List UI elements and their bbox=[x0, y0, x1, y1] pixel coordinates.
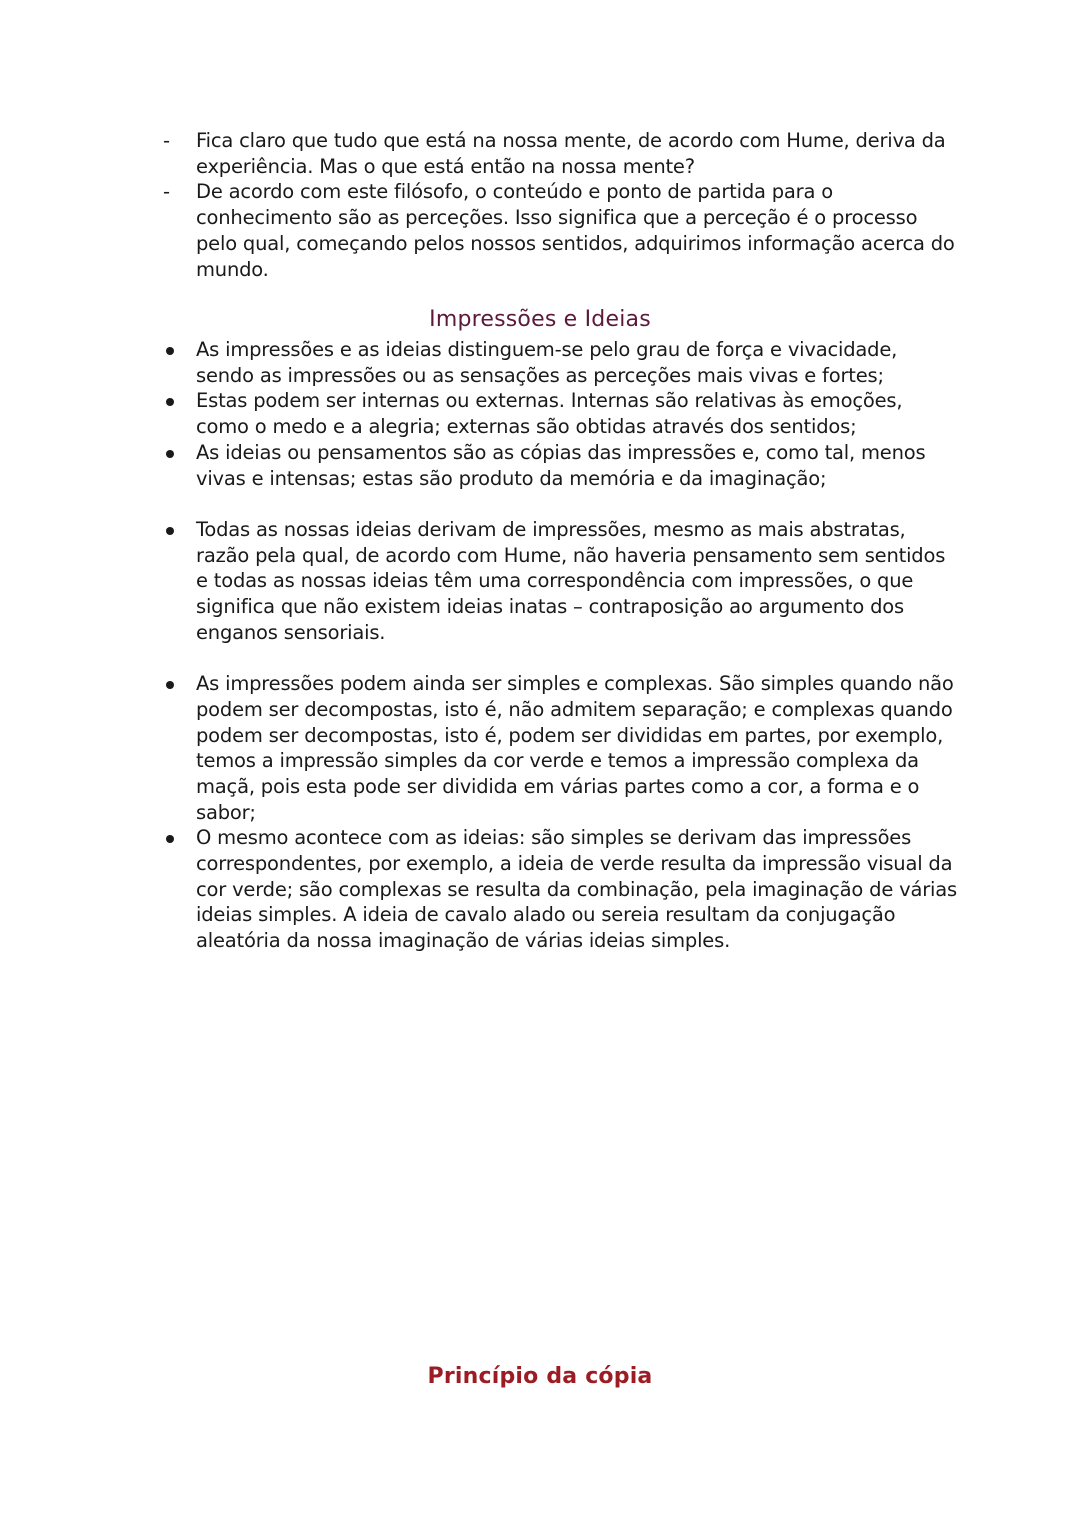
list-item-text: Fica claro que tudo que está na nossa mente, de acordo com Hume, deriva da experiência. Mas o que está então na nossa mente? bbox=[196, 129, 946, 178]
section-heading-impressoes-ideias: Impressões e Ideias bbox=[429, 307, 651, 332]
list-item bbox=[160, 517, 960, 646]
list-item-text: De acordo com este filósofo, o conteúdo e ponto de partida para o conhecimento são as perceções. Isso significa que a perceção é o processo pelo qual, começando pelos nossos sentidos, adquirimos informação acerca do mundo. bbox=[196, 180, 955, 281]
section-heading-principio-copia: Princípio da cópia bbox=[427, 1364, 653, 1389]
list-item-text: As impressões e as ideias distinguem-se pelo grau de força e vivacidade, sendo as impressões ou as sensações as perceções mais vivas e fortes; bbox=[196, 338, 898, 387]
list-item bbox=[160, 825, 960, 954]
dash-bullet-icon: - bbox=[163, 180, 170, 204]
list-item-text: Estas podem ser internas ou externas. Internas são relativas às emoções, como o medo e a alegria; externas são obtidas através dos sentidos; bbox=[196, 389, 903, 439]
spacer bbox=[160, 645, 960, 671]
impressoes-bullet-list bbox=[160, 337, 960, 954]
list-item bbox=[160, 440, 960, 491]
list-item-text: Todas as nossas ideias derivam de impressões, mesmo as mais abstratas, razão pela qual, de acordo com Hume, não haveria pensamento sem sentidos e todas as nossas ideias têm uma correspondência com impressões, o que significa que não existem ideias inatas – contraposição ao argumento dos enganos sensoriais. bbox=[196, 517, 946, 644]
list-item bbox=[160, 671, 960, 825]
list-item-text: O mesmo acontece com as ideias: são simples se derivam das impressões correspondentes, por exemplo, a ideia de verde resulta da impressão visual da cor verde; são complexas se resulta da combinação, pela imaginação de várias ideias simples. A ideia de cavalo alado ou sereia resultam da conjugação aleatória da nossa imaginação de várias ideias simples. bbox=[196, 826, 957, 953]
list-item-text: As impressões podem ainda ser simples e complexas. São simples quando não podem ser decompostas, isto é, não admitem separação; e complexas quando podem ser decompostas, isto é, podem ser divididas em partes, por exemplo, temos a impressão simples da cor verde e temos a impressão complexa da maçã, pois esta pode ser dividida em várias partes como a cor, a forma e o sabor; bbox=[196, 672, 954, 824]
list-item bbox=[160, 179, 960, 282]
dash-bullet-icon: - bbox=[163, 129, 170, 152]
intro-dash-list bbox=[160, 128, 960, 282]
spacer bbox=[160, 491, 960, 517]
list-item bbox=[160, 128, 960, 179]
list-item bbox=[160, 388, 960, 439]
list-item-text: As ideias ou pensamentos são as cópias das impressões e, como tal, menos vivas e intensas; estas são produto da memória e da imaginação; bbox=[196, 440, 926, 490]
list-item bbox=[160, 337, 960, 388]
